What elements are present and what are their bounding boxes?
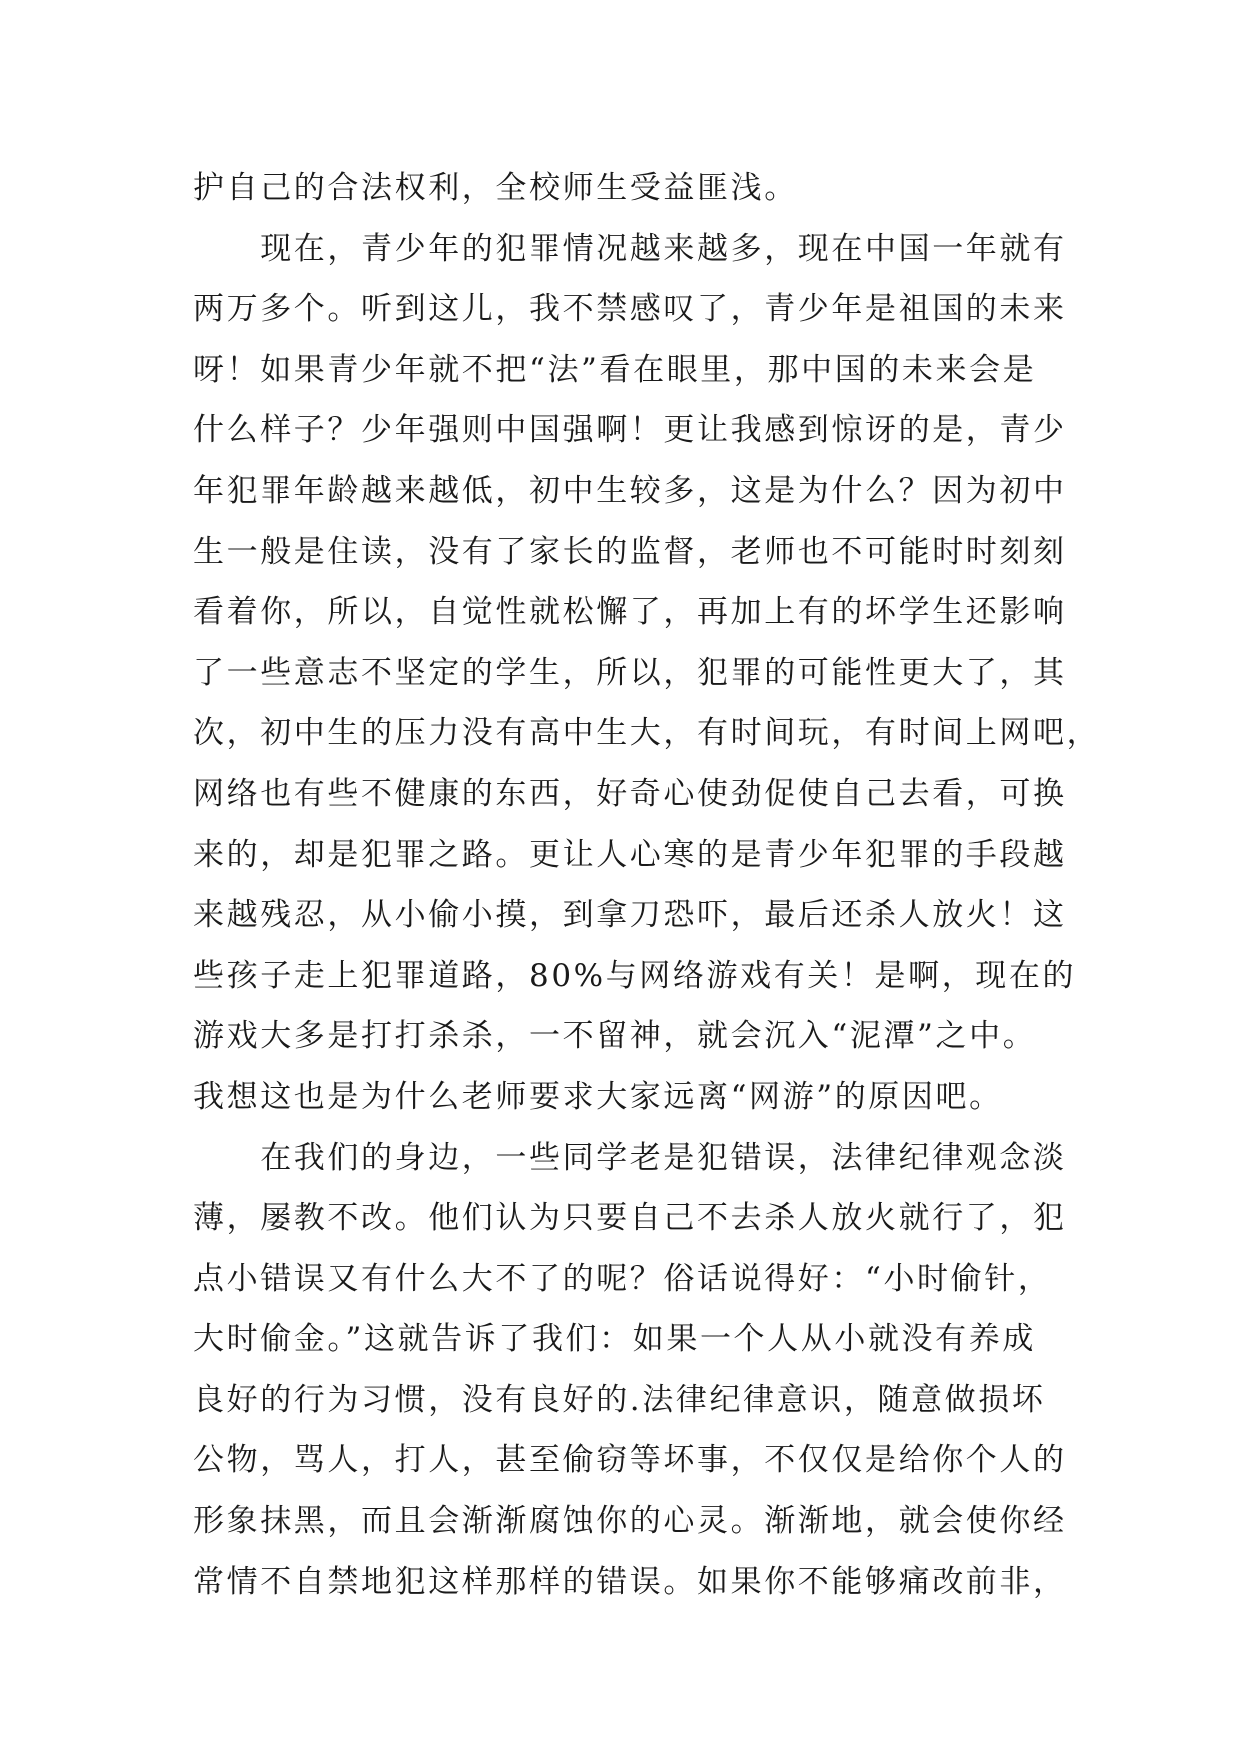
- text-line: 大时偷金。”这就告诉了我们：如果一个人从小就没有养成: [193, 1321, 1036, 1358]
- text-line: 网络也有些不健康的东西，好奇心使劲促使自己去看，可换: [193, 775, 1067, 812]
- text-line: 现在，青少年的犯罪情况越来越多，现在中国一年就有: [193, 230, 1067, 267]
- text-line: 次，初中生的压力没有高中生大，有时间玩，有时间上网吧，: [193, 715, 1101, 752]
- body-text: [193, 158, 1101, 1612]
- text-line: 游戏大多是打打杀杀，一不留神，就会沉入“泥潭”之中。: [193, 1018, 1037, 1055]
- text-line: 什么样子？少年强则中国强啊！更让我感到惊讶的是，青少: [193, 412, 1067, 449]
- text-line: 看着你，所以，自觉性就松懈了，再加上有的坏学生还影响: [193, 594, 1067, 631]
- text-line: 在我们的身边，一些同学老是犯错误，法律纪律观念淡: [193, 1139, 1067, 1176]
- text-line: 生一般是住读，没有了家长的监督，老师也不可能时时刻刻: [193, 533, 1067, 570]
- text-line: 形象抹黑，而且会渐渐腐蚀你的心灵。渐渐地，就会使你经: [193, 1503, 1067, 1540]
- text-line: 来越残忍，从小偷小摸，到拿刀恐吓，最后还杀人放火！这: [193, 897, 1067, 934]
- text-line: 年犯罪年龄越来越低，初中生较多，这是为什么？因为初中: [193, 472, 1067, 509]
- text-line: 护自己的合法权利，全校师生受益匪浅。: [193, 170, 798, 206]
- text-line: 些孩子走上犯罪道路，80%与网络游戏有关！是啊，现在的: [193, 957, 1077, 994]
- text-line: 了一些意志不坚定的学生，所以，犯罪的可能性更大了，其: [193, 654, 1067, 691]
- text-line: 公物，骂人，打人，甚至偷窃等坏事，不仅仅是给你个人的: [193, 1442, 1067, 1479]
- text-line: 两万多个。听到这儿，我不禁感叹了，青少年是祖国的未来: [193, 291, 1067, 328]
- text-line: 常情不自禁地犯这样那样的错误。如果你不能够痛改前非，: [193, 1563, 1067, 1600]
- text-line: 良好的行为习惯，没有良好的.法律纪律意识，随意做损坏: [193, 1381, 1046, 1418]
- text-line: 来的，却是犯罪之路。更让人心寒的是青少年犯罪的手段越: [193, 836, 1067, 873]
- text-line: 呀！如果青少年就不把“法”看在眼里，那中国的未来会是: [193, 351, 1037, 388]
- text-line: 点小错误又有什么大不了的呢？俗话说得好：“小时偷针，: [193, 1260, 1052, 1297]
- text-line: 薄，屡教不改。他们认为只要自己不去杀人放火就行了，犯: [193, 1200, 1067, 1237]
- text-line: 我想这也是为什么老师要求大家远离“网游”的原因吧。: [193, 1078, 1003, 1115]
